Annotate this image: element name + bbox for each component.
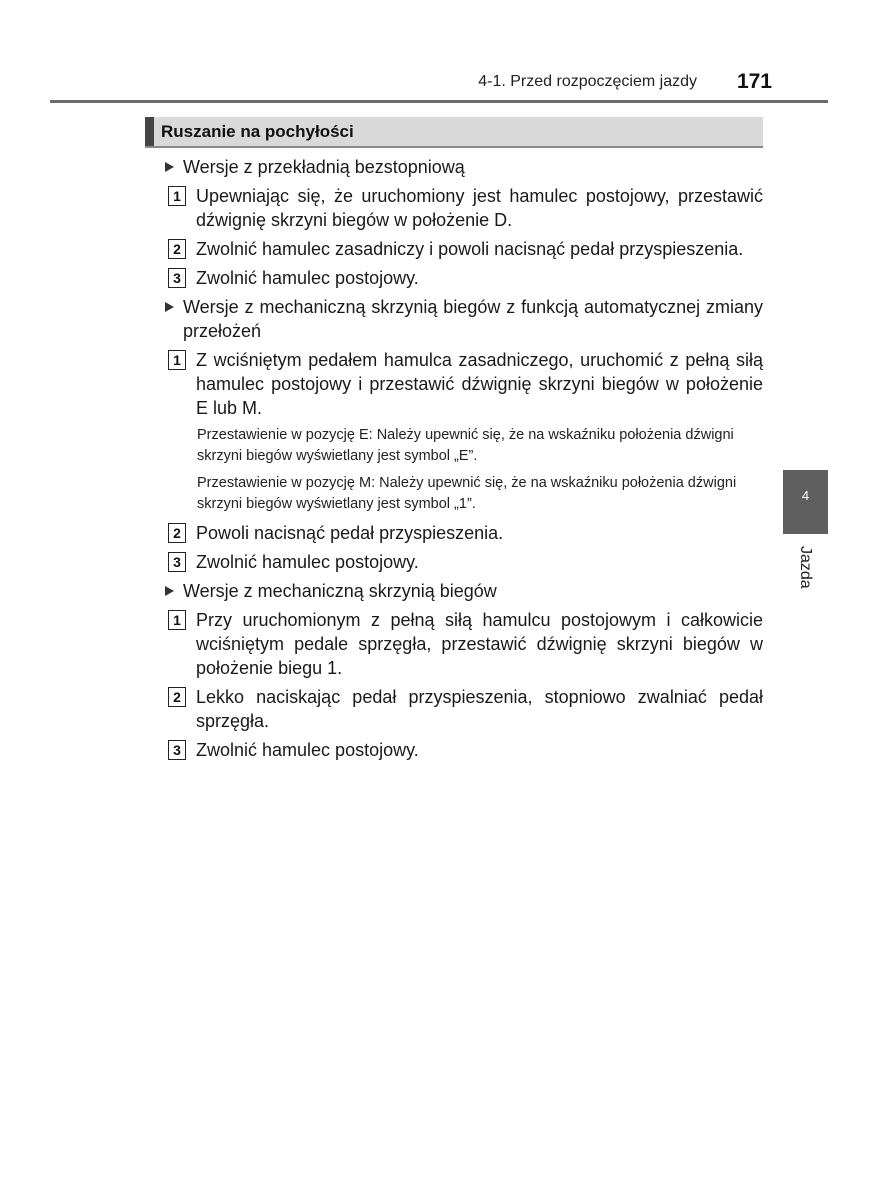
step-text: Zwolnić hamulec postojowy.: [196, 740, 419, 760]
chapter-tab: [783, 470, 828, 534]
step-number: 3: [168, 268, 186, 288]
step-text: Lekko naciskając pedał przyspieszenia, stopniowo zwalniać pedał sprzęgła.: [196, 687, 763, 731]
step-number: 3: [168, 740, 186, 760]
step-note: Przestawienie w pozycję M: Należy upewnić się, że na wskaźniku położenia dźwigni skrzyni biegów wyświetlany jest symbol „1”.: [197, 475, 737, 512]
step-item: [164, 608, 763, 680]
step-text: Z wciśniętym pedałem hamulca zasadniczego, uruchomić z pełną siłą hamulec postojowy i przestawić dźwignię skrzyni biegów w położenie E lub M.: [196, 350, 763, 418]
step-item: [164, 685, 763, 733]
chapter-header: 4-1. Przed rozpoczęciem jazdy: [478, 73, 697, 90]
step-text: Przy uruchomionym z pełną siłą hamulcu postojowym i całkowicie wciśniętym pedale sprzęgła, przestawić dźwignię skrzyni biegów w położenie biegu 1.: [196, 610, 763, 678]
step-number: 1: [168, 186, 186, 206]
variant-heading: [164, 579, 763, 603]
instructions-content: [164, 155, 763, 767]
section-title: Ruszanie na pochyłości: [161, 122, 354, 141]
step-text: Powoli nacisnąć pedał przyspieszenia.: [196, 523, 504, 543]
chapter-tab-label: Jazda: [797, 546, 814, 589]
triangle-bullet-icon: [165, 586, 174, 596]
variant-title: Wersje z mechaniczną skrzynią biegów: [183, 581, 497, 601]
step-note: Przestawienie w pozycję E: Należy upewnić się, że na wskaźniku położenia dźwigni skrzyni biegów wyświetlany jest symbol „E”.: [197, 427, 734, 464]
step-number: 1: [168, 610, 186, 630]
step-text: Upewniając się, że uruchomiony jest hamulec postojowy, przestawić dźwignię skrzyni biegów w położenie D.: [196, 186, 763, 230]
variant-title: Wersje z przekładnią bezstopniową: [183, 157, 465, 177]
section-heading-bar: [145, 117, 154, 146]
step-number: 3: [168, 552, 186, 572]
step-number: 1: [168, 350, 186, 370]
step-item: [164, 521, 763, 545]
step-text: Zwolnić hamulec zasadniczy i powoli nacisnąć pedał przyspieszenia.: [196, 239, 744, 259]
step-item: [164, 184, 763, 232]
page-number: 171: [736, 70, 772, 93]
step-item: [164, 738, 763, 762]
variant-heading: [164, 295, 763, 343]
step-item: [164, 550, 763, 574]
step-text: Zwolnić hamulec postojowy.: [196, 268, 419, 288]
triangle-bullet-icon: [165, 302, 174, 312]
step-number: 2: [168, 239, 186, 259]
section-heading: [145, 117, 763, 148]
step-item: [164, 266, 763, 290]
variant-title: Wersje z mechaniczną skrzynią biegów z funkcją automatycznej zmiany przełożeń: [183, 297, 763, 341]
variant-heading: [164, 155, 763, 179]
step-item: [164, 237, 763, 261]
step-text: Zwolnić hamulec postojowy.: [196, 552, 419, 572]
step-number: 2: [168, 687, 186, 707]
step-item: [164, 348, 763, 420]
step-number: 2: [168, 523, 186, 543]
chapter-tab-number: 4: [801, 488, 810, 503]
triangle-bullet-icon: [165, 162, 174, 172]
header-divider: [50, 100, 828, 103]
